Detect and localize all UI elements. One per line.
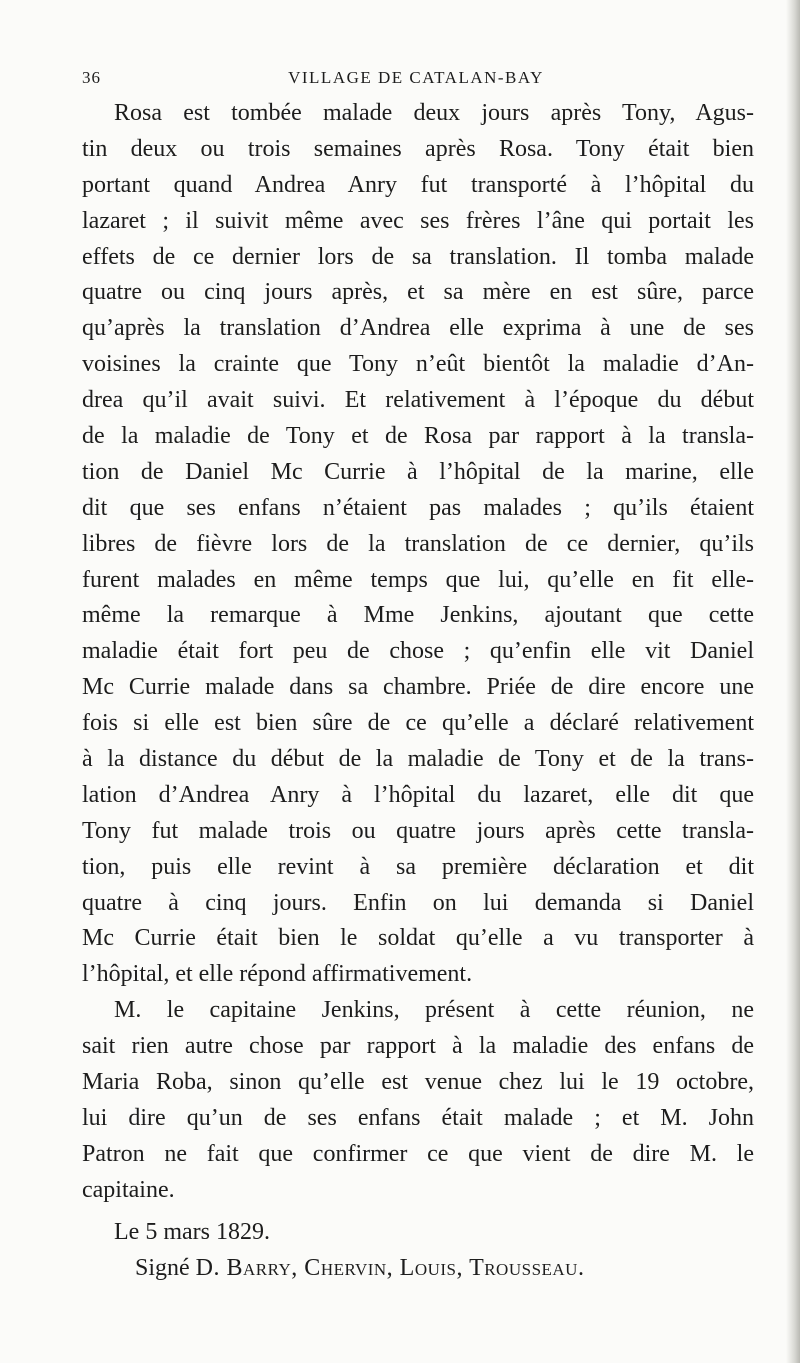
paragraph-1-line: tion, puis elle revint à sa première déclaration et dit — [82, 853, 754, 880]
paragraph-1-line: drea qu’il avait suivi. Et relativement à l’époque du début — [82, 387, 754, 414]
paragraph-1-line: quatre ou cinq jours après, et sa mère en est sûre, parce — [82, 279, 754, 306]
signed-label: Signé — [135, 1254, 190, 1281]
paragraph-2 — [82, 993, 754, 1208]
paragraph-1-line: lazaret ; il suivit même avec ses frères l’âne qui portait les — [82, 207, 754, 234]
paragraph-1-line: même la remarque à Mme Jenkins, ajoutant que cette — [82, 602, 754, 629]
date-line: Le 5 mars 1829. — [114, 1218, 270, 1245]
paragraph-1-line: furent malades en même temps que lui, qu’elle en fit elle- — [82, 566, 754, 593]
paragraph-1-line: quatre à cinq jours. Enfin on lui demanda si Daniel — [82, 889, 754, 916]
paragraph-1-line: à la distance du début de la maladie de Tony et de la trans- — [82, 746, 754, 773]
paragraph-1-line: tion de Daniel Mc Currie à l’hôpital de la marine, elle — [82, 458, 754, 485]
signature-line — [82, 1251, 754, 1287]
paragraph-1-line: Tony fut malade trois ou quatre jours après cette transla- — [82, 817, 754, 844]
page-number: 36 — [82, 68, 101, 87]
paragraph-1-line: maladie était fort peu de chose ; qu’enfin elle vit Daniel — [82, 638, 754, 665]
paragraph-2-line: capitaine. — [82, 1176, 175, 1203]
paragraph-1-line: Mc Currie malade dans sa chambre. Priée de dire encore une — [82, 674, 754, 701]
paragraph-1-line: Mc Currie était bien le soldat qu’elle a vu transporter à — [82, 925, 754, 952]
paragraph-1-line: Rosa est tombée malade deux jours après Tony, Agus- — [114, 100, 754, 126]
paragraph-1 — [82, 96, 754, 993]
paragraph-1-line: fois si elle est bien sûre de ce qu’elle a déclaré relativement — [82, 710, 754, 737]
paragraph-2-line: M. le capitaine Jenkins, présent à cette réunion, ne — [114, 997, 754, 1024]
paragraph-1-line: voisines la crainte que Tony n’eût bientôt la maladie d’An- — [82, 351, 754, 378]
paragraph-1-line: effets de ce dernier lors de sa translation. Il tomba malade — [82, 243, 754, 270]
body-text — [82, 96, 754, 1286]
page-edge-shadow — [786, 0, 800, 1363]
paragraph-1-line: tin deux ou trois semaines après Rosa. Tony était bien — [82, 135, 754, 162]
paragraph-1-line: de la maladie de Tony et de Rosa par rapport à la transla- — [82, 423, 754, 450]
signatories: D. Barry, Chervin, Louis, Trousseau. — [195, 1254, 585, 1281]
paragraph-1-line: portant quand Andrea Anry fut transporté à l’hôpital du — [82, 171, 754, 198]
running-title: VILLAGE DE CATALAN-BAY — [288, 68, 544, 87]
paragraph-1-line: dit que ses enfans n’étaient pas malades ; qu’ils étaient — [82, 494, 754, 521]
paragraph-2-line: Patron ne fait que confirmer ce que vient de dire M. le — [82, 1140, 754, 1167]
paragraph-1-line: l’hôpital, et elle répond affirmativement. — [82, 961, 473, 988]
paragraph-2-line: Maria Roba, sinon qu’elle est venue chez lui le 19 octobre, — [82, 1069, 754, 1096]
paragraph-1-line: libres de fièvre lors de la translation de ce dernier, qu’ils — [82, 530, 754, 557]
paragraph-1-line: lation d’Andrea Anry à l’hôpital du lazaret, elle dit que — [82, 781, 754, 808]
paragraph-2-line: lui dire qu’un de ses enfans était malade ; et M. John — [82, 1104, 754, 1131]
page-header — [82, 68, 750, 92]
paragraph-1-line: qu’après la translation d’Andrea elle exprima à une de ses — [82, 315, 754, 342]
paragraph-2-line: sait rien autre chose par rapport à la maladie des enfans de — [82, 1033, 754, 1060]
